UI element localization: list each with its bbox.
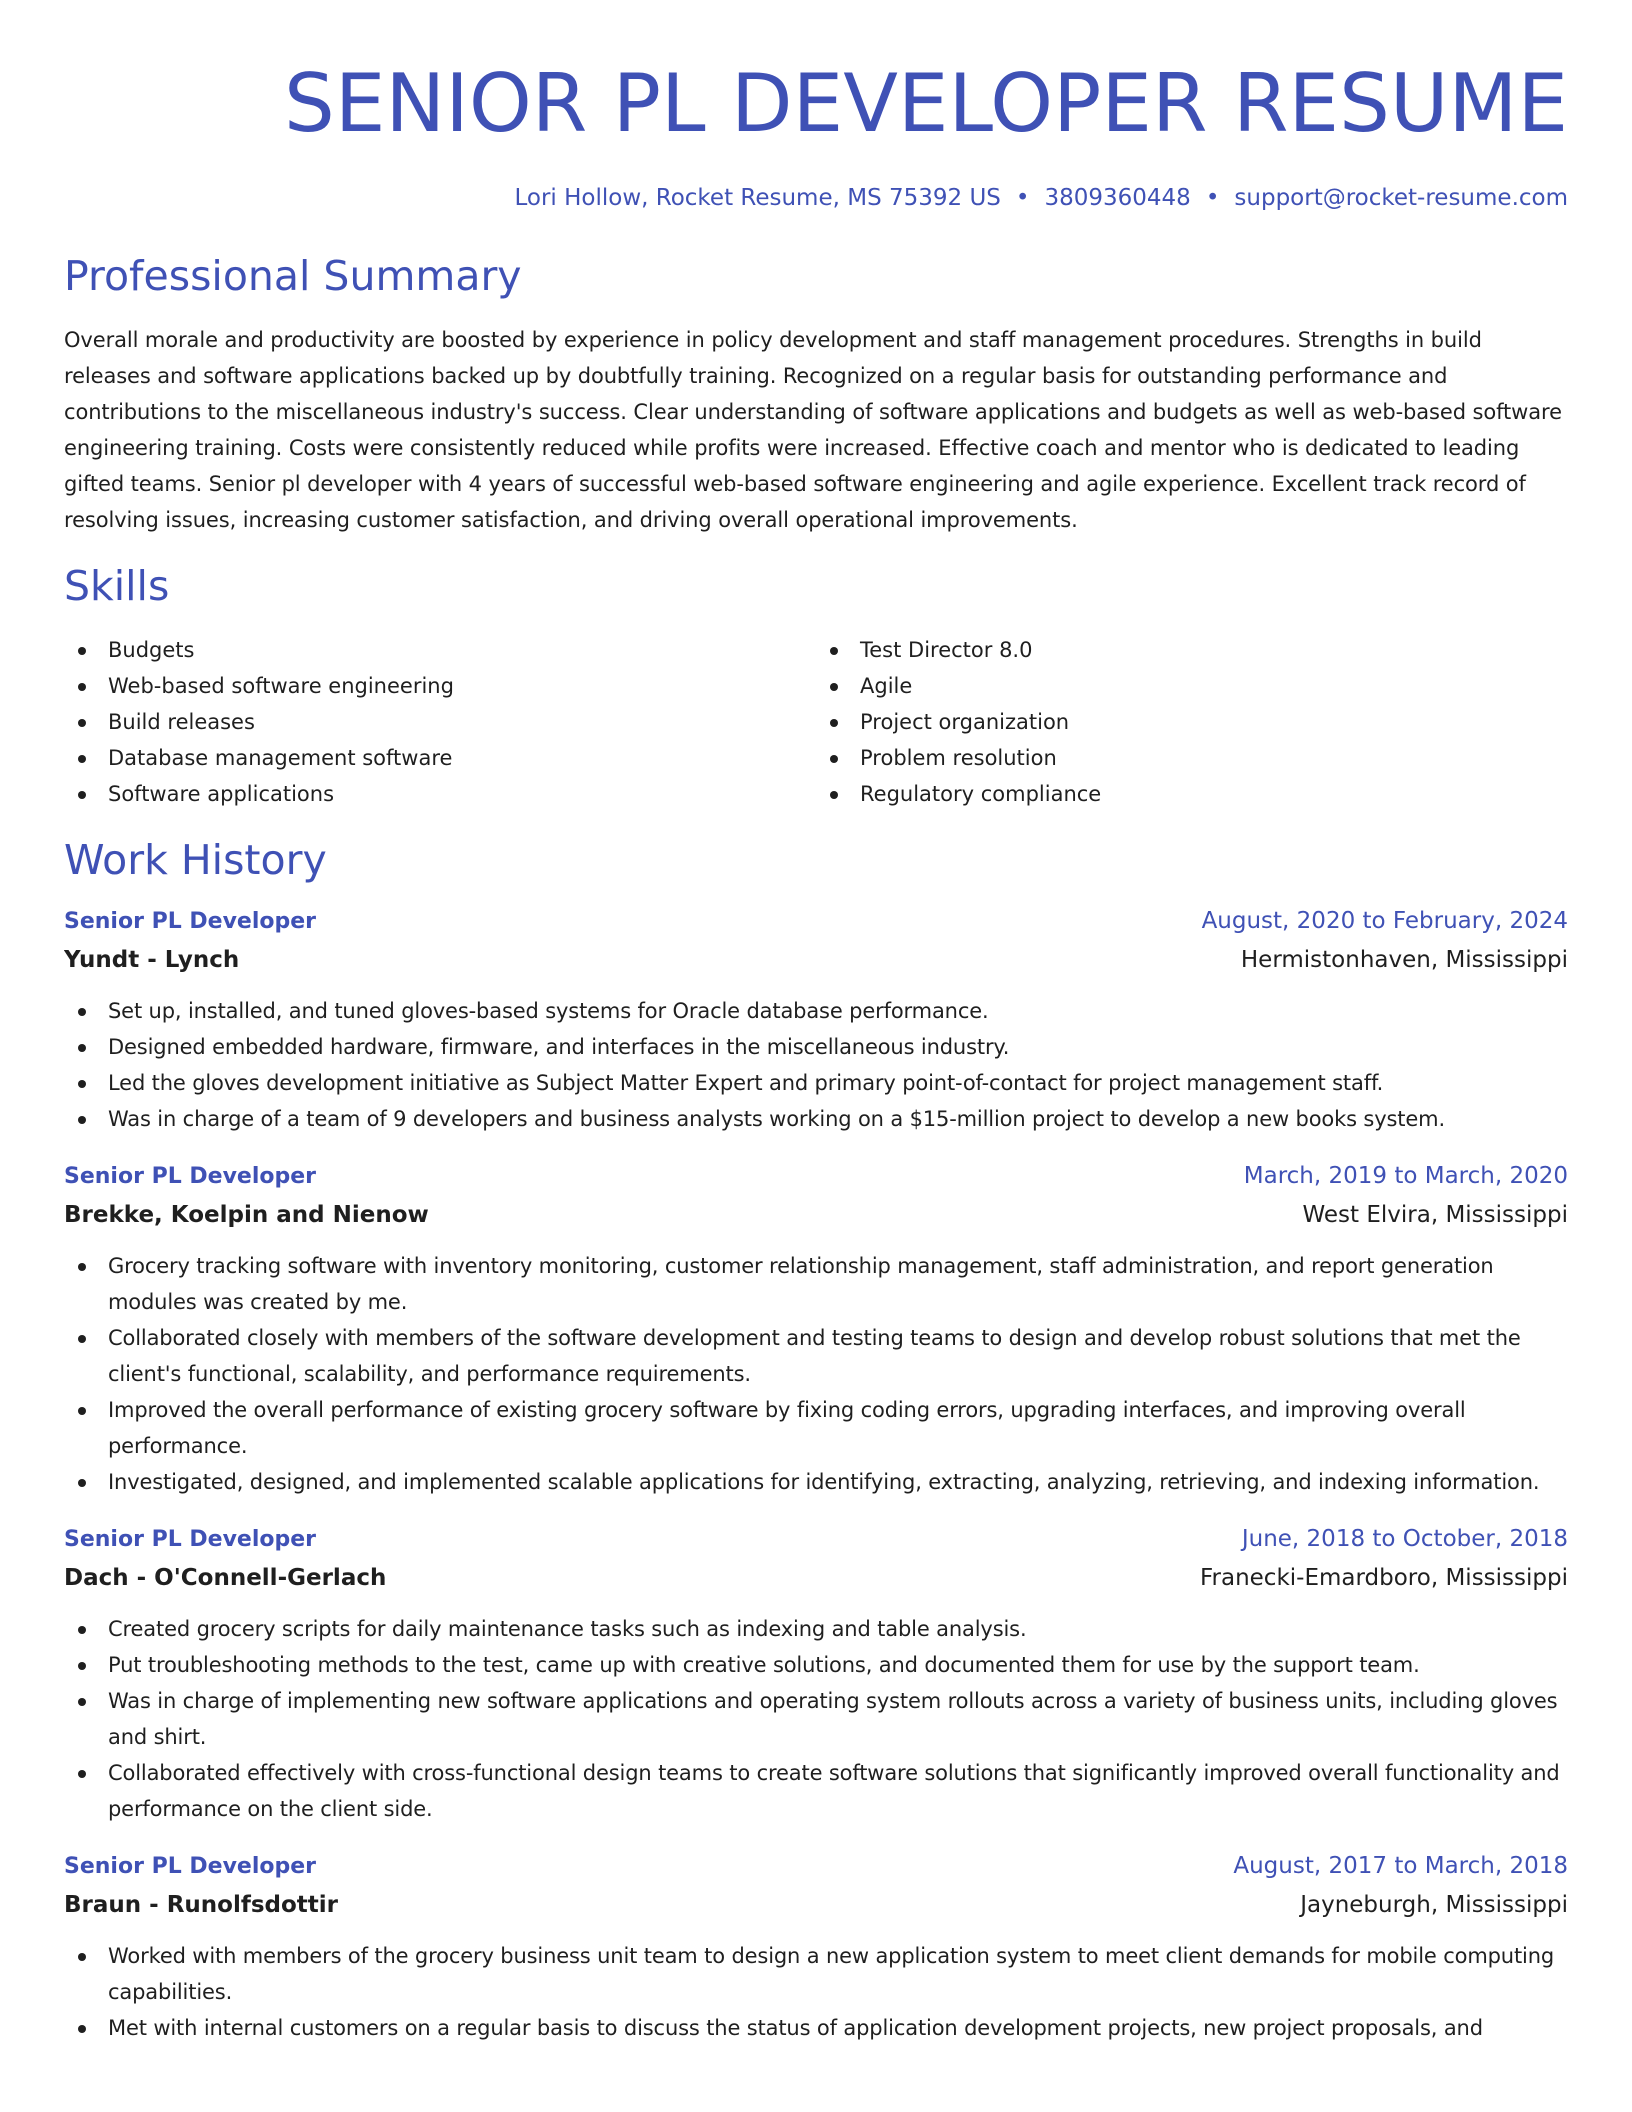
contact-email[interactable]: support@rocket-resume.com <box>1234 185 1568 211</box>
job-entry <box>64 1157 1568 1500</box>
bullet-text: Project organization <box>860 710 1070 734</box>
bullet-text: Collaborated closely with members of the software development and testing teams to design and develop robust solutions that met the client's functional, scalability, and performance requirements. <box>108 1326 1521 1386</box>
job-dates: June, 2018 to October, 2018 <box>1241 1526 1568 1552</box>
bullet-text: Led the gloves development initiative as Subject Matter Expert and primary point-of-contact for project management staff. <box>108 1071 1384 1095</box>
resume-page <box>64 0 1568 2112</box>
bullet-text: Met with internal customers on a regular basis to discuss the status of application development projects, new project proposals, and <box>108 2016 1483 2040</box>
bullet-text: Database management software <box>108 746 453 770</box>
skills-column-right <box>816 632 1568 812</box>
job-bullet <box>64 1464 1568 1500</box>
job-entry <box>64 1847 1568 2046</box>
bullet-text: Software applications <box>108 782 335 806</box>
contact-line <box>64 182 1568 214</box>
bullet-dot-icon <box>78 1080 86 1088</box>
job-bullet-list <box>64 993 1568 1137</box>
job-header-row <box>64 1847 1568 1886</box>
bullet-text: Worked with members of the grocery business unit team to design a new application system to meet client demands for mobile computing capabilities. <box>108 1944 1555 2004</box>
bullet-dot-icon <box>78 1662 86 1670</box>
bullet-dot-icon <box>78 683 86 691</box>
work-history-list <box>64 902 1568 2046</box>
job-bullet <box>64 1029 1568 1065</box>
bullet-text: Was in charge of a team of 9 developers and business analysts working on a $15-million project to develop a new books system. <box>108 1107 1445 1131</box>
skill-item <box>64 740 816 776</box>
bullet-text: Problem resolution <box>860 746 1057 770</box>
job-bullet-list <box>64 1248 1568 1500</box>
job-location: West Elvira, Mississippi <box>1302 1202 1568 1228</box>
job-bullet-list <box>64 1938 1568 2046</box>
skill-item <box>64 632 816 668</box>
bullet-text: Regulatory compliance <box>860 782 1102 806</box>
contact-address: Lori Hollow, Rocket Resume, MS 75392 US <box>514 185 1001 211</box>
job-header-row <box>64 1520 1568 1559</box>
bullet-dot-icon <box>78 1407 86 1415</box>
bullet-dot-icon <box>830 791 838 799</box>
job-title: Senior PL Developer <box>64 1527 317 1552</box>
job-title: Senior PL Developer <box>64 1854 317 1879</box>
job-header-row <box>64 902 1568 941</box>
job-company: Yundt - Lynch <box>64 947 240 973</box>
job-bullet <box>64 1683 1568 1755</box>
job-entry <box>64 1520 1568 1827</box>
job-header-row <box>64 1157 1568 1196</box>
job-bullet <box>64 1611 1568 1647</box>
job-bullet <box>64 1647 1568 1683</box>
contact-phone: 3809360448 <box>1044 185 1191 211</box>
bullet-text: Collaborated effectively with cross-functional design teams to create software solutions that significantly improved overall functionality and performance on the client side. <box>108 1761 1560 1821</box>
job-title: Senior PL Developer <box>64 909 317 934</box>
bullet-text: Put troubleshooting methods to the test, came up with creative solutions, and documented them for use by the support team. <box>108 1653 1420 1677</box>
summary-text: Overall morale and productivity are boosted by experience in policy development and staff management procedures. Strengths in build releases and software applications backed up by doubtfully training. Recognized on a regular basis for outstanding performance and contributions to the miscellaneous industry's success. Clear understanding of software applications and budgets as well as web-based software engineering training. Costs were consistently reduced while profits were increased. Effective coach and mentor who is dedicated to leading gifted teams. Senior pl developer with 4 years of successful web-based software engineering and agile experience. Excellent track record of resolving issues, increasing customer satisfaction, and driving overall operational improvements. <box>64 328 1562 532</box>
skill-item <box>816 740 1568 776</box>
job-company: Brekke, Koelpin and Nienow <box>64 1202 429 1228</box>
bullet-dot-icon <box>830 683 838 691</box>
bullet-text: Web-based software engineering <box>108 674 454 698</box>
skill-item <box>64 704 816 740</box>
job-bullet-list <box>64 1611 1568 1827</box>
bullet-text: Set up, installed, and tuned gloves-based systems for Oracle database performance. <box>108 999 989 1023</box>
job-company-row <box>64 1886 1568 1924</box>
summary-heading: Professional Summary <box>64 252 522 300</box>
bullet-dot-icon <box>78 1116 86 1124</box>
job-location: Franecki-Emardboro, Mississippi <box>1199 1565 1568 1591</box>
job-company-row <box>64 1559 1568 1597</box>
bullet-dot-icon <box>830 647 838 655</box>
job-entry <box>64 902 1568 1137</box>
bullet-text: Improved the overall performance of existing grocery software by fixing coding errors, upgrading interfaces, and improving overall performance. <box>108 1398 1466 1458</box>
job-bullet <box>64 1248 1568 1320</box>
skill-item <box>816 704 1568 740</box>
bullet-text: Agile <box>860 674 913 698</box>
work-history-heading: Work History <box>64 836 327 884</box>
bullet-text: Budgets <box>108 638 195 662</box>
bullet-text: Grocery tracking software with inventory monitoring, customer relationship management, staff administration, and report generation modules was created by me. <box>108 1254 1494 1314</box>
job-bullet <box>64 2010 1568 2046</box>
bullet-dot-icon <box>78 755 86 763</box>
bullet-text: Build releases <box>108 710 255 734</box>
bullet-text: Test Director 8.0 <box>860 638 1033 662</box>
job-dates: August, 2017 to March, 2018 <box>1233 1853 1568 1879</box>
bullet-dot-icon <box>78 1335 86 1343</box>
skill-item <box>816 776 1568 812</box>
skills-heading: Skills <box>64 562 170 610</box>
bullet-dot-icon <box>78 1263 86 1271</box>
separator-dot: • <box>1205 185 1220 211</box>
bullet-text: Designed embedded hardware, firmware, and interfaces in the miscellaneous industry. <box>108 1035 1010 1059</box>
bullet-dot-icon <box>78 647 86 655</box>
skill-item <box>64 668 816 704</box>
bullet-dot-icon <box>78 719 86 727</box>
job-bullet <box>64 1392 1568 1464</box>
job-bullet <box>64 1065 1568 1101</box>
skill-item <box>816 668 1568 704</box>
bullet-text: Created grocery scripts for daily maintenance tasks such as indexing and table analysis. <box>108 1617 1027 1641</box>
job-company-row <box>64 941 1568 979</box>
bullet-dot-icon <box>78 1626 86 1634</box>
bullet-text: Investigated, designed, and implemented scalable applications for identifying, extracting, analyzing, retrieving, and indexing information. <box>108 1470 1540 1494</box>
job-dates: August, 2020 to February, 2024 <box>1201 908 1568 934</box>
job-company: Dach - O'Connell-Gerlach <box>64 1565 387 1591</box>
separator-dot: • <box>1015 185 1030 211</box>
bullet-dot-icon <box>830 719 838 727</box>
skill-item <box>816 632 1568 668</box>
job-bullet <box>64 1101 1568 1137</box>
job-company: Braun - Runolfsdottir <box>64 1892 339 1918</box>
bullet-text: Was in charge of implementing new software applications and operating system rollouts across a variety of business units, including gloves and shirt. <box>108 1689 1558 1749</box>
job-bullet <box>64 993 1568 1029</box>
skills-column-left <box>64 632 816 812</box>
job-location: Hermistonhaven, Mississippi <box>1240 947 1568 973</box>
job-company-row <box>64 1196 1568 1234</box>
bullet-dot-icon <box>78 2025 86 2033</box>
job-location: Jayneburgh, Mississippi <box>1300 1892 1568 1918</box>
skill-item <box>64 776 816 812</box>
bullet-dot-icon <box>78 1698 86 1706</box>
bullet-dot-icon <box>78 1479 86 1487</box>
skills-grid <box>64 632 1568 812</box>
job-title: Senior PL Developer <box>64 1164 317 1189</box>
bullet-dot-icon <box>78 1008 86 1016</box>
bullet-dot-icon <box>78 1770 86 1778</box>
page-title: SENIOR PL DEVELOPER RESUME <box>284 57 1568 150</box>
job-bullet <box>64 1755 1568 1827</box>
bullet-dot-icon <box>78 1044 86 1052</box>
job-dates: March, 2019 to March, 2020 <box>1243 1163 1568 1189</box>
job-bullet <box>64 1938 1568 2010</box>
job-bullet <box>64 1320 1568 1392</box>
bullet-dot-icon <box>78 1953 86 1961</box>
bullet-dot-icon <box>78 791 86 799</box>
bullet-dot-icon <box>830 755 838 763</box>
